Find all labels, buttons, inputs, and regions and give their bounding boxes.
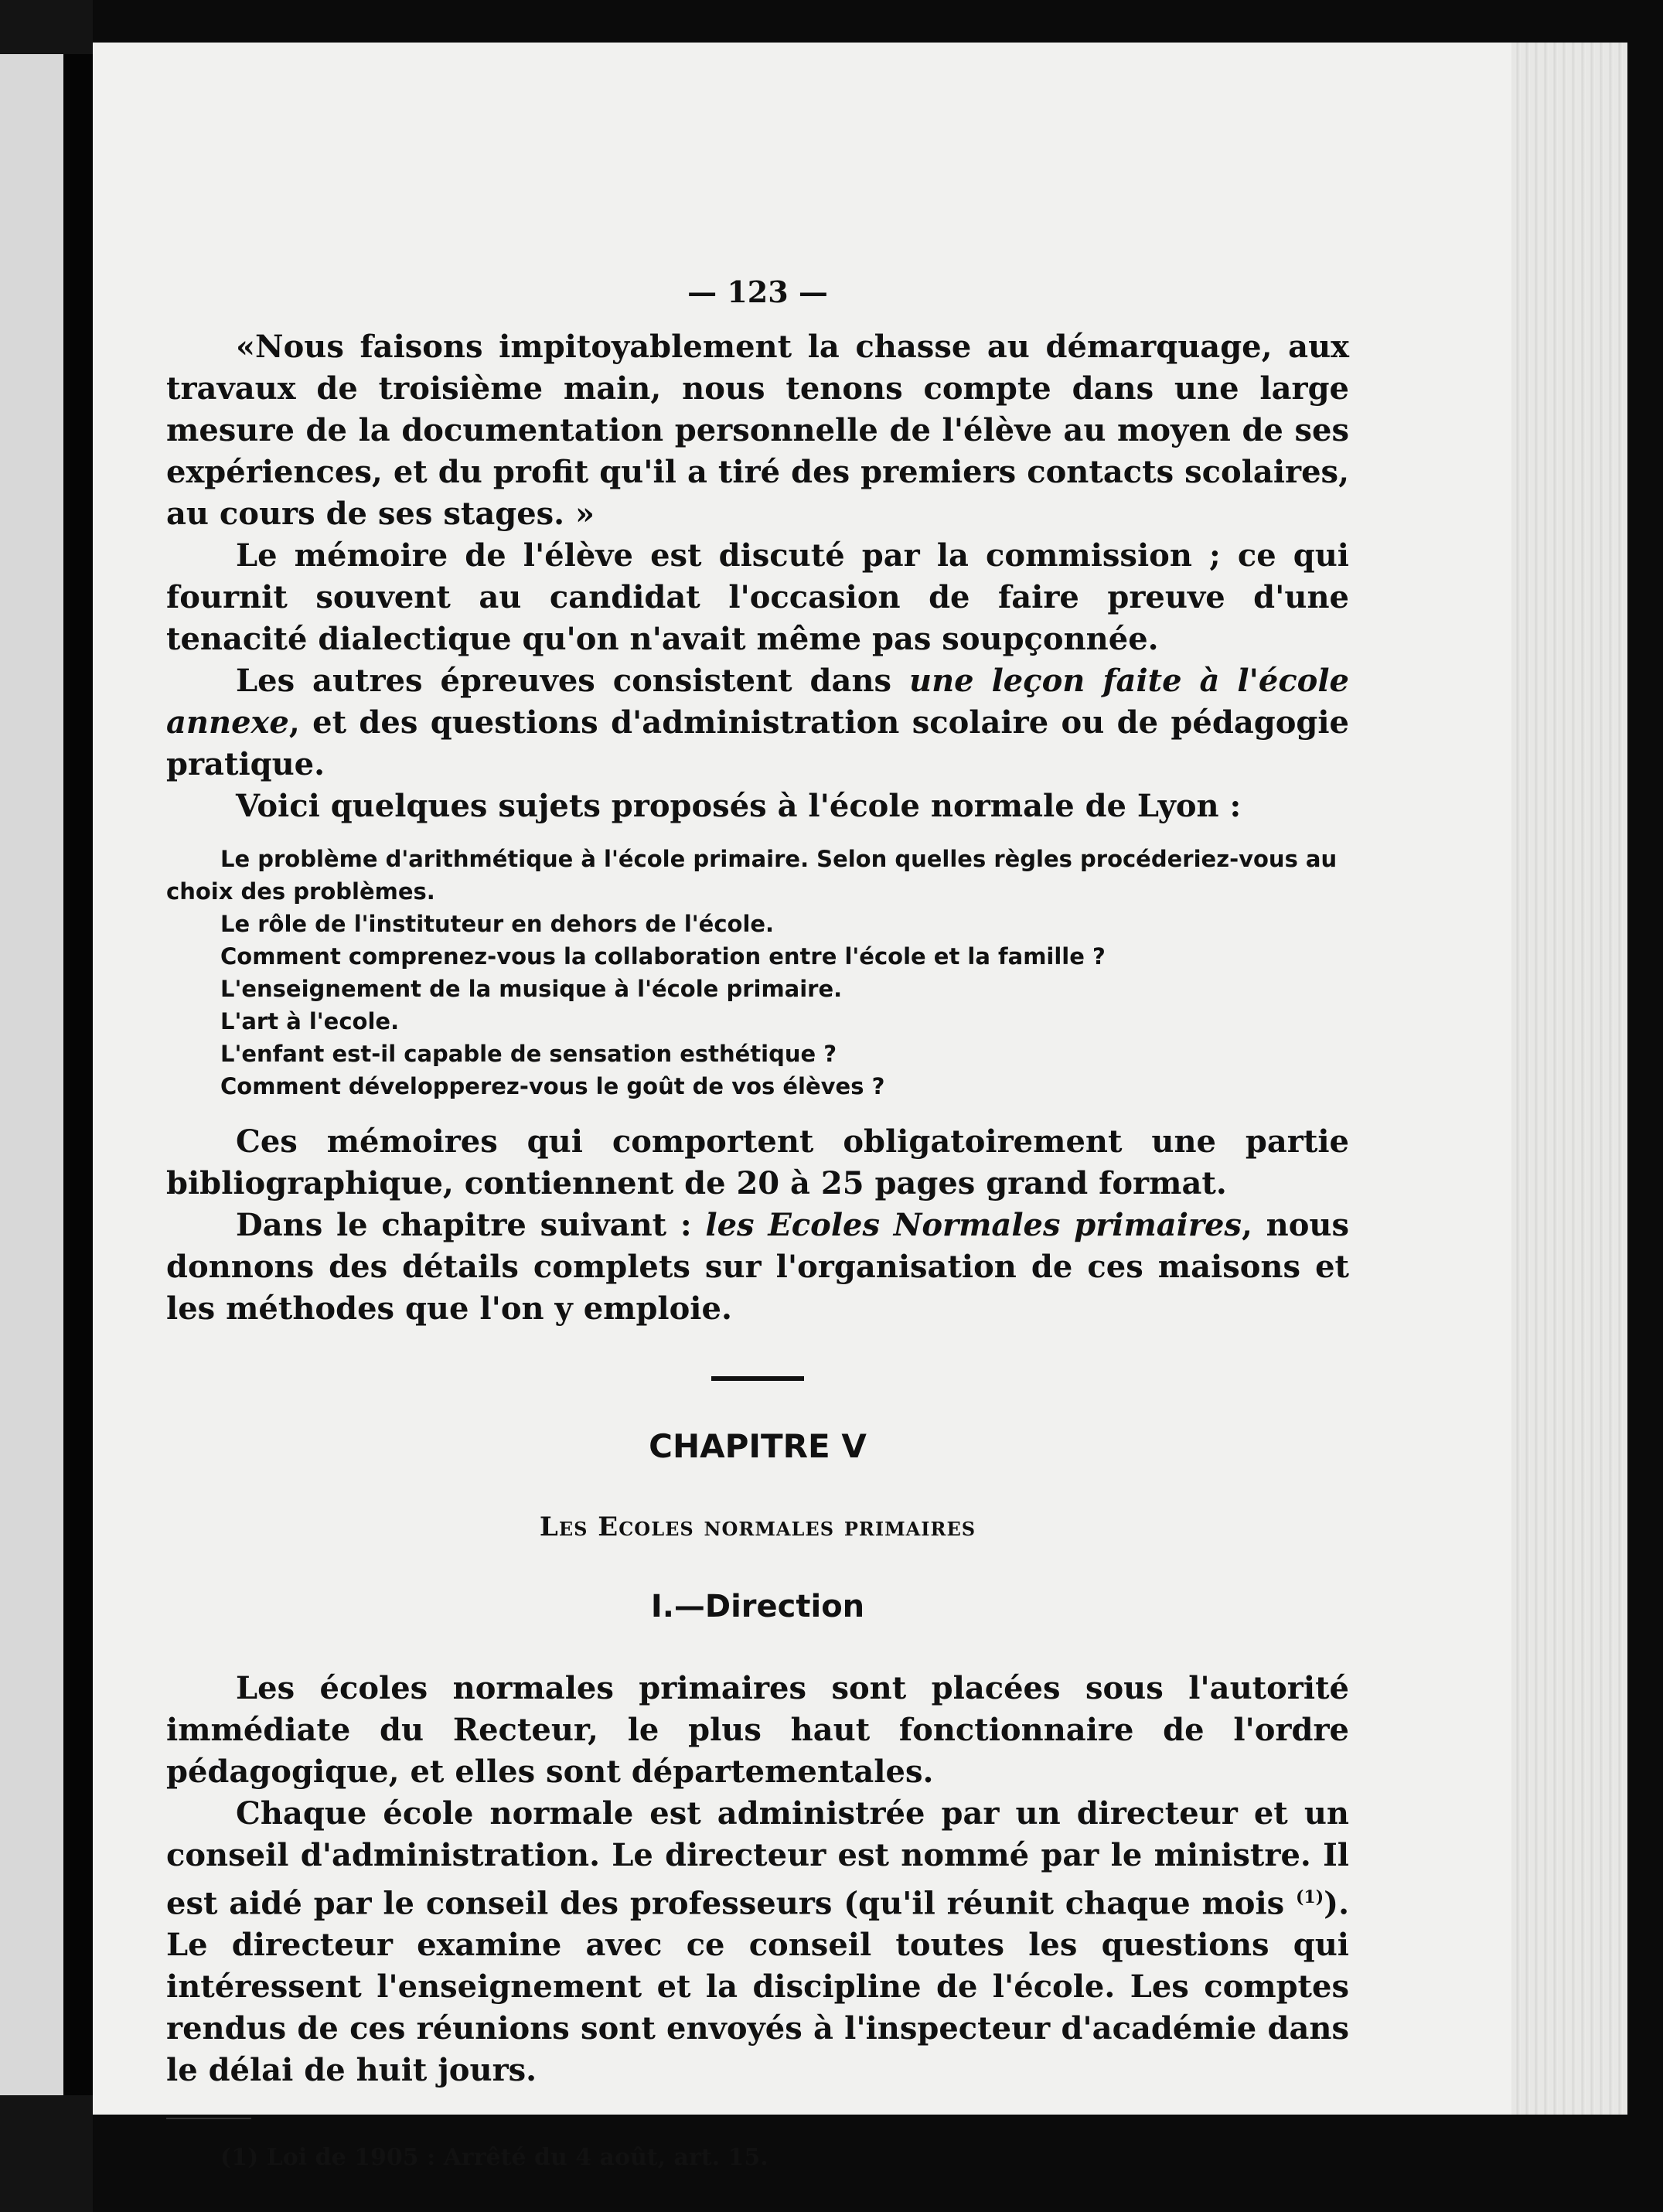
- quote-paragraph: «Nous faisons impitoyablement la chasse au démarquage, aux travaux de troisième main, nous tenons compte dans une large mesure de la documentation personnelle de l'élève au moyen de ses expériences, et du profit qu'il a tiré des premiers contacts scolaires, au cours de ses stages. »: [166, 329, 1349, 532]
- footnote: (1) Loi de 1905 : Arrêté du 4 août, art. 15.: [220, 2144, 768, 2172]
- chapitre-suivant-paragraph: [166, 1205, 1349, 1330]
- suivant-italic: les Ecoles Normales primaires: [705, 1207, 1242, 1243]
- page-number: — 123 —: [687, 274, 828, 309]
- list-item: L'art à l'ecole.: [220, 1008, 400, 1034]
- footnote-reference: (1): [1296, 1887, 1324, 1907]
- list-item: Le problème d'arithmétique à l'école primaire. Selon quelles règles procéderiez-vous au choix des problèmes.: [166, 846, 1338, 905]
- suivant-text-1: Dans le chapitre suivant :: [236, 1207, 706, 1243]
- direction-paragraph-1: Les écoles normales primaires sont placées sous l'autorité immédiate du Recteur, le plus haut fonctionnaire de l'ordre pédagogique, et elles sont départementales.: [166, 1670, 1349, 1790]
- section-divider: [711, 1376, 804, 1381]
- list-item: Le rôle de l'instituteur en dehors de l'école.: [220, 911, 775, 937]
- list-item: L'enseignement de la musique à l'école primaire.: [220, 976, 843, 1002]
- chapter-title: CHAPITRE V: [649, 1427, 867, 1465]
- epreuves-italic: une leçon faite à l'école annexe: [166, 663, 1349, 741]
- direction-text-1: Chaque école normale est administrée par un directeur et un conseil d'administration. Le directeur est nommé par le ministre. Il est aidé par le conseil des professeurs (qu'il réunit chaque mois: [166, 1795, 1349, 1922]
- book-page: [93, 43, 1627, 2172]
- list-item: Comment développerez-vous le goût de vos élèves ?: [220, 1073, 885, 1099]
- footnote-rule: [166, 2118, 251, 2119]
- chapter-subtitle: Les Ecoles normales primaires: [539, 1512, 976, 1542]
- list-item: L'enfant est-il capable de sensation esthétique ?: [220, 1041, 837, 1067]
- topics-list: [166, 843, 1349, 1103]
- sujets-intro: Voici quelques sujets proposés à l'école normale de Lyon :: [236, 788, 1242, 824]
- direction-text-2: ). Le directeur examine avec ce conseil toutes les questions qui intéressent l'enseignement et la discipline de l'école. Les comptes rendus de ces réunions sont envoyés à l'inspecteur d'académie dans le délai de huit jours.: [166, 1885, 1349, 2089]
- memoires-paragraph: Ces mémoires qui comportent obligatoirement une partie bibliographique, contiennent de 20 à 25 pages grand format.: [166, 1123, 1349, 1201]
- epreuves-paragraph: [166, 660, 1349, 786]
- facing-page-edge: [0, 54, 63, 2095]
- memoire-paragraph: Le mémoire de l'élève est discuté par la commission ; ce qui fournit souvent au candidat l'occasion de faire preuve d'une tenacité dialectique qu'on n'avait même pas soupçonnée.: [166, 537, 1349, 657]
- list-item: Comment comprenez-vous la collaboration entre l'école et la famille ?: [220, 943, 1106, 970]
- section-heading: I.—Direction: [650, 1589, 865, 1624]
- page-content: [166, 274, 1349, 2171]
- epreuves-text-2: , et des questions d'administration scolaire ou de pédagogie pratique.: [166, 704, 1349, 782]
- epreuves-text-1: Les autres épreuves consistent dans: [236, 663, 910, 699]
- page-edge-texture: [1511, 43, 1627, 2115]
- book-spine: [63, 54, 94, 2095]
- direction-paragraph-2: [166, 1793, 1349, 2091]
- suivant-text-2: , nous donnons des détails complets sur l'organisation de ces maisons et les méthodes que l'on y emploie.: [166, 1207, 1349, 1327]
